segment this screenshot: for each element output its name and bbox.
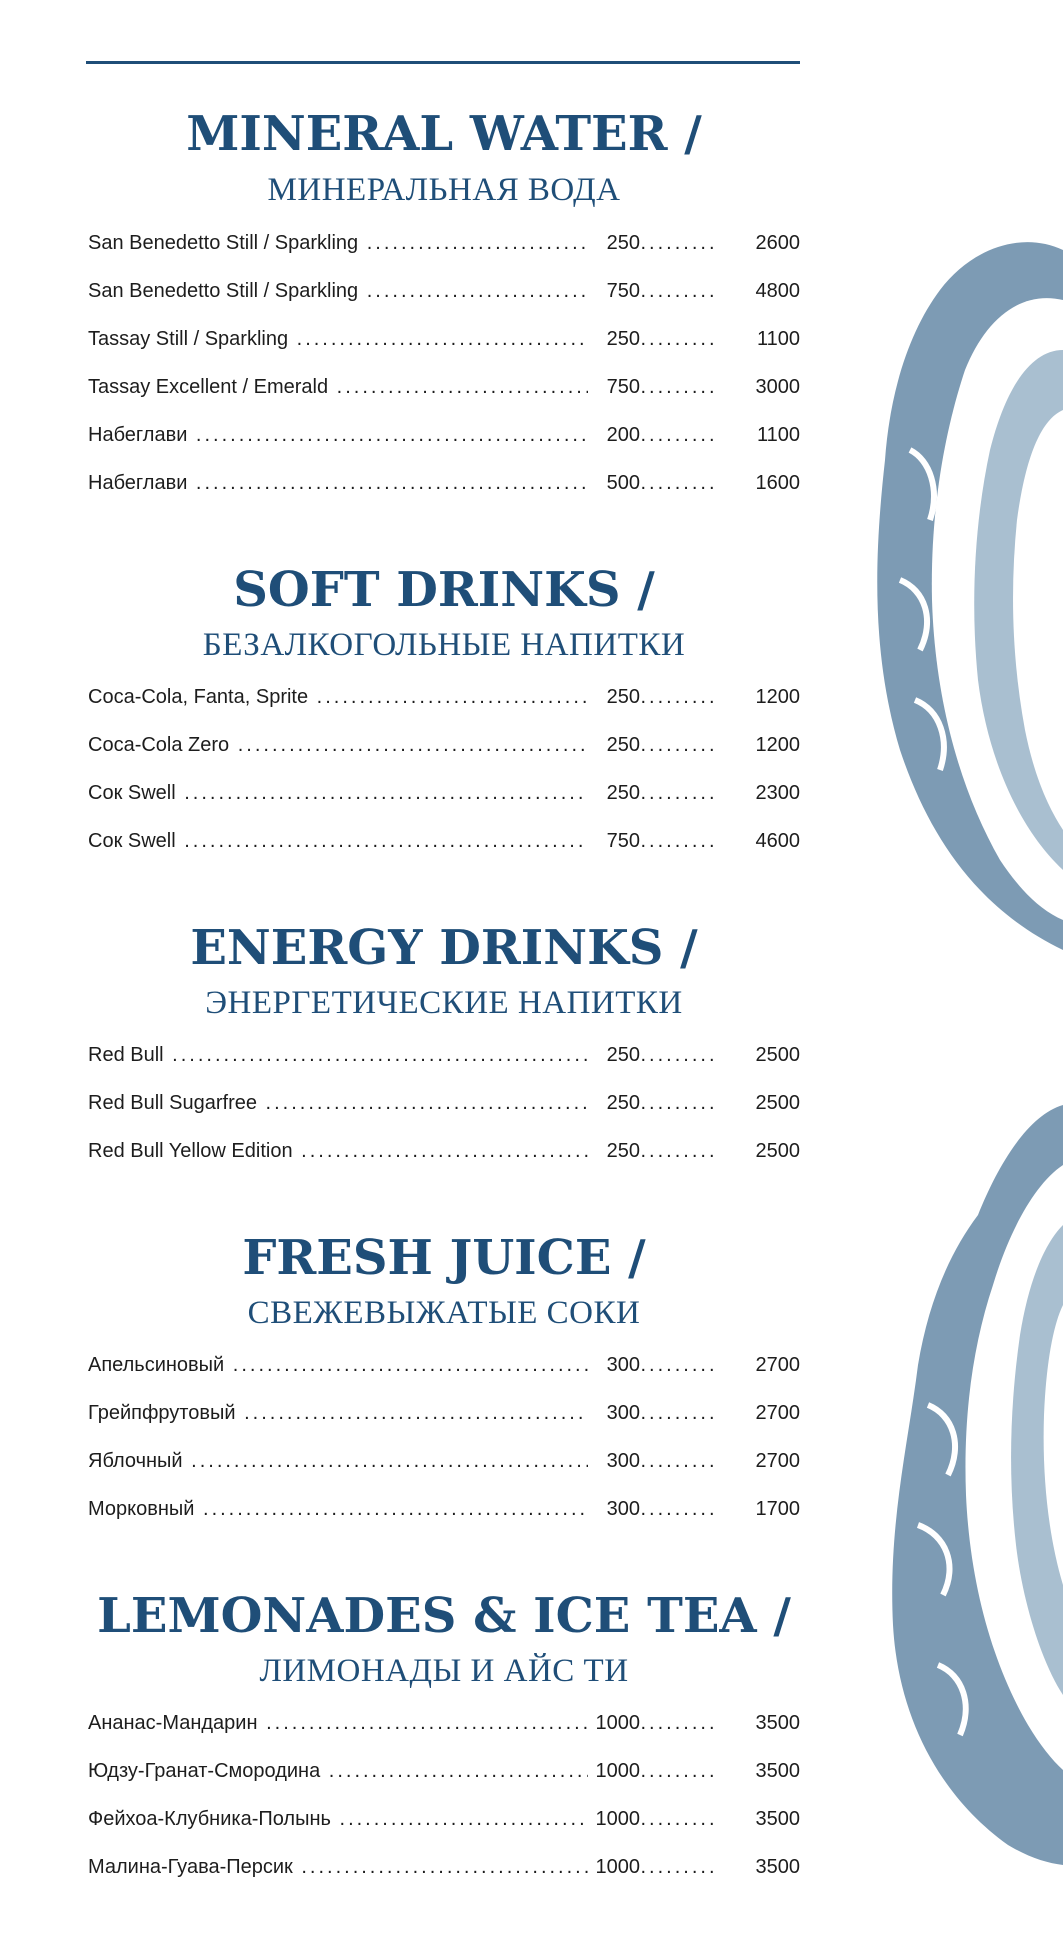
item-name: Апельсиновый ..... — [88, 1351, 588, 1379]
item-price: 1600 — [755, 472, 800, 494]
item-price: 3500 — [755, 1712, 800, 1734]
item-price: 1200 — [755, 686, 800, 708]
item-name: Яблочный ..... — [88, 1447, 588, 1475]
item-price: 3500 — [755, 1856, 800, 1878]
item-price: 1100 — [756, 328, 800, 350]
item-price: 1700 — [755, 1498, 800, 1520]
item-volume: 300 — [588, 1495, 640, 1523]
menu-item — [88, 1495, 800, 1523]
item-name: Фейхоа-Клубника-Полынь ..... — [88, 1805, 588, 1833]
oyster-illustration-bottom — [868, 1105, 1063, 1865]
item-volume: 250 — [588, 325, 640, 353]
menu-item — [88, 229, 800, 257]
item-price: 2500 — [755, 1044, 800, 1066]
item-price: 1100 — [756, 424, 800, 446]
item-price: 2700 — [755, 1450, 800, 1472]
item-price: 2300 — [755, 782, 800, 804]
item-name: Набеглави ..... — [88, 421, 588, 449]
item-volume: 300 — [588, 1351, 640, 1379]
item-price: 4600 — [755, 830, 800, 852]
item-name: Морковный ..... — [88, 1495, 588, 1523]
item-name: Tassay Still / Sparkling ..... — [88, 325, 588, 353]
section-title-ru: МИНЕРАЛЬНАЯ ВОДА — [267, 172, 621, 208]
item-name: Red Bull Sugarfree ..... — [88, 1089, 588, 1117]
item-volume: 250 — [588, 1041, 640, 1069]
section-title-ru: ЛИМОНАДЫ И АЙС ТИ — [259, 1653, 629, 1689]
item-volume: 500 — [588, 469, 640, 497]
menu-item — [88, 1041, 800, 1069]
item-volume: 1000 — [588, 1805, 640, 1833]
item-name: Грейпфрутовый ..... — [88, 1399, 588, 1427]
section-title-ru: БЕЗАЛКОГОЛЬНЫЕ НАПИТКИ — [202, 627, 686, 663]
item-volume: 750 — [588, 373, 640, 401]
menu-item — [88, 731, 800, 759]
menu-item — [88, 421, 800, 449]
menu-item — [88, 1805, 800, 1833]
item-price: 4800 — [755, 280, 800, 302]
menu-item — [88, 1853, 800, 1881]
item-name: Сок Swell ..... — [88, 827, 588, 855]
item-price: 2700 — [755, 1402, 800, 1424]
oyster-illustration-top — [870, 230, 1063, 950]
item-price: 2700 — [755, 1354, 800, 1376]
item-price: 3500 — [755, 1760, 800, 1782]
item-volume: 200 — [588, 421, 640, 449]
item-name: San Benedetto Still / Sparkling ..... — [88, 277, 588, 305]
item-volume: 300 — [588, 1399, 640, 1427]
menu-item — [88, 1137, 800, 1165]
item-name: Юдзу-Гранат-Смородина ..... — [88, 1757, 588, 1785]
item-volume: 300 — [588, 1447, 640, 1475]
menu-item — [88, 683, 800, 711]
item-price: 2500 — [755, 1092, 800, 1114]
section-title-en: MINERAL WATER / — [186, 106, 702, 162]
menu-item — [88, 469, 800, 497]
item-name: Ананас-Мандарин ..... — [88, 1709, 588, 1737]
menu-item — [88, 1757, 800, 1785]
menu-item — [88, 1351, 800, 1379]
section-title-ru: ЭНЕРГЕТИЧЕСКИЕ НАПИТКИ — [205, 985, 683, 1021]
menu-item — [88, 1447, 800, 1475]
item-name: Малина-Гуава-Персик ..... — [88, 1853, 588, 1881]
item-volume: 750 — [588, 827, 640, 855]
item-name: Coca-Cola, Fanta, Sprite ..... — [88, 683, 588, 711]
item-name: Red Bull ..... — [88, 1041, 588, 1069]
section-title-en: ENERGY DRINKS / — [190, 920, 698, 976]
item-volume: 250 — [588, 1137, 640, 1165]
menu-item — [88, 1399, 800, 1427]
item-name: Набеглави ..... — [88, 469, 588, 497]
menu-item — [88, 827, 800, 855]
item-volume: 1000 — [588, 1757, 640, 1785]
section-title-en: FRESH JUICE / — [242, 1230, 646, 1286]
item-volume: 1000 — [588, 1853, 640, 1881]
item-volume: 1000 — [588, 1709, 640, 1737]
item-volume: 250 — [588, 779, 640, 807]
item-volume: 250 — [588, 229, 640, 257]
item-name: Red Bull Yellow Edition ..... — [88, 1137, 588, 1165]
section-title-ru: СВЕЖЕВЫЖАТЫЕ СОКИ — [247, 1295, 641, 1331]
item-price: 2500 — [755, 1140, 800, 1162]
section-title-en: SOFT DRINKS / — [233, 562, 655, 618]
menu-item — [88, 1089, 800, 1117]
item-volume: 250 — [588, 1089, 640, 1117]
item-volume: 750 — [588, 277, 640, 305]
menu-item — [88, 1709, 800, 1737]
menu-item — [88, 779, 800, 807]
menu-item — [88, 325, 800, 353]
section-title-en: LEMONADES & ICE TEA / — [97, 1588, 791, 1644]
item-volume: 250 — [588, 731, 640, 759]
item-price: 1200 — [755, 734, 800, 756]
menu-item — [88, 373, 800, 401]
item-name: Сок Swell ..... — [88, 779, 588, 807]
item-price: 3500 — [755, 1808, 800, 1830]
item-name: San Benedetto Still / Sparkling ..... — [88, 229, 588, 257]
item-price: 3000 — [755, 376, 800, 398]
top-divider — [86, 61, 800, 64]
item-name: Coca-Cola Zero ..... — [88, 731, 588, 759]
menu-item — [88, 277, 800, 305]
item-volume: 250 — [588, 683, 640, 711]
item-name: Tassay Excellent / Emerald ..... — [88, 373, 588, 401]
item-price: 2600 — [755, 232, 800, 254]
